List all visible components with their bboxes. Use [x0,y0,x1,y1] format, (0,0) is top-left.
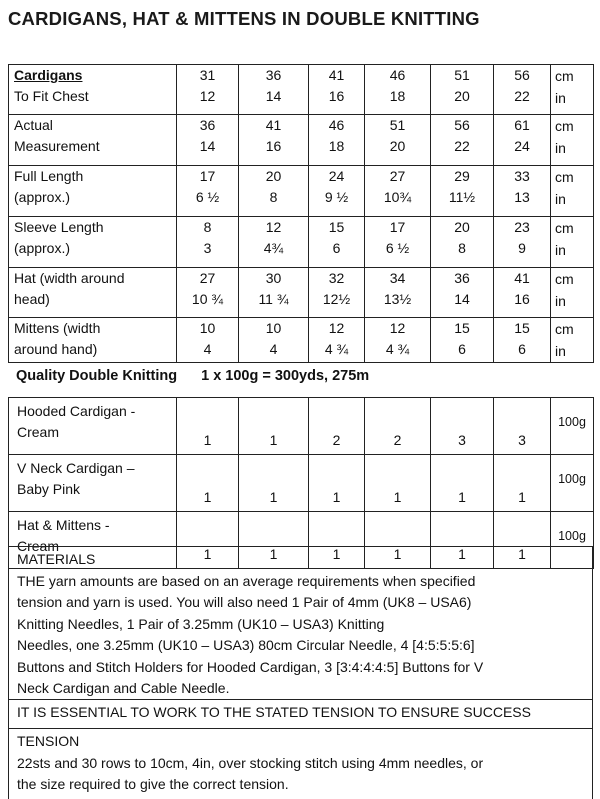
size-row [9,217,594,268]
yarn-unit: 100g [551,512,594,569]
size-value-cm: 10 [265,320,282,336]
size-value-in: 6 ½ [195,189,220,205]
yarn-balls-value: 3 [494,398,551,455]
size-cell [309,217,365,268]
size-value-in: 4¾ [263,240,284,256]
size-value-in: 14 [265,88,282,104]
size-value-in: 18 [389,88,406,104]
yarn-balls-value: 1 [431,512,494,569]
unit-cm: cm [555,271,574,287]
tension-section [8,728,593,799]
size-cell [365,166,431,217]
size-value-in: 14 [454,291,470,307]
size-value-in: 14 [199,138,216,154]
size-value-cm: 23 [514,219,530,235]
label-line-1: Cardigans [14,67,83,83]
tension-heading: TENSION [17,733,80,749]
label-line-2: Cream [17,424,60,440]
size-value-cm: 29 [454,168,470,184]
size-value-cm: 31 [199,67,216,83]
size-cell [239,115,309,166]
yarn-balls-value: 1 [494,512,551,569]
materials-line: Knitting Needles, 1 Pair of 3.25mm (UK10 – USA3) Knitting [17,615,385,632]
size-value-in: 4 [203,341,212,357]
size-value-in: 13 [514,189,530,205]
size-value-in: 22 [454,138,470,154]
label-line-2: (approx.) [14,189,71,205]
size-value-in: 3 [203,240,212,256]
size-value-in: 16 [328,88,345,104]
yarn-balls-value: 3 [431,398,494,455]
size-value-in: 6 [518,341,526,357]
size-cell [239,318,309,363]
unit-in: in [555,293,566,309]
yarn-unit: 100g [551,398,594,455]
size-value-cm: 30 [265,270,282,286]
unit-cm: cm [555,220,574,236]
size-value-cm: 56 [454,117,470,133]
size-cell [365,65,431,115]
yarn-table [8,397,594,569]
yarn-balls-value: 1 [309,455,365,512]
size-value-cm: 27 [199,270,216,286]
size-cell [309,166,365,217]
size-cell [177,115,239,166]
yarn-row [9,398,594,455]
size-cell [431,65,494,115]
size-cell [239,65,309,115]
unit-cm: cm [555,321,574,337]
essential-notice [8,699,593,729]
size-cell [239,268,309,318]
yarn-balls-value: 1 [494,455,551,512]
size-value-cm: 27 [389,168,406,184]
label-line-1: Hooded Cardigan - [17,403,136,419]
size-row-label [9,268,177,318]
size-row [9,115,594,166]
yarn-balls-value: 1 [177,512,239,569]
label-line-2: head) [14,291,50,307]
label-line-2: around hand) [14,341,98,357]
materials-section [8,546,593,700]
size-row-label [9,217,177,268]
size-cell [239,166,309,217]
size-cell [494,166,551,217]
size-value-in: 6 ½ [385,240,410,256]
unit-in: in [555,90,566,106]
size-value-in: 4 ¾ [385,341,410,357]
materials-line: Needles, one 3.25mm (UK10 – USA3) 80cm Circular Needle, 4 [4:5:5:5:6] [17,637,475,653]
size-value-cm: 46 [389,67,406,83]
size-cell [365,318,431,363]
tension-line: the size required to give the correct tension. [17,776,289,792]
label-line-2: Measurement [14,138,100,154]
size-value-in: 16 [514,291,530,307]
size-cell [177,217,239,268]
unit-in: in [555,343,566,359]
size-cell [177,65,239,115]
size-cell [494,268,551,318]
yarn-balls-value: 2 [309,398,365,455]
size-value-in: 6 [458,341,466,357]
label-line-1: V Neck Cardigan – [17,460,135,476]
size-cell [431,318,494,363]
size-value-cm: 61 [514,117,530,133]
unit-cm: cm [555,169,574,185]
unit-cell [551,65,594,115]
size-value-in: 11 ¾ [258,291,289,307]
yarn-row-label [9,455,177,512]
size-value-in: 24 [514,138,530,154]
unit-cell [551,268,594,318]
size-value-cm: 20 [454,219,470,235]
yarn-balls-value: 1 [177,455,239,512]
size-row-label [9,65,177,115]
size-value-cm: 24 [328,168,345,184]
size-value-in: 6 [332,240,341,256]
essential-text: IT IS ESSENTIAL TO WORK TO THE STATED TENSION TO ENSURE SUCCESS [17,704,531,720]
size-value-cm: 10 [199,320,216,336]
yarn-quality-amount: 1 x 100g = 300yds, 275m [201,368,370,384]
size-value-cm: 33 [514,168,530,184]
unit-in: in [555,191,566,207]
yarn-row-label [9,398,177,455]
size-value-cm: 15 [454,320,470,336]
size-value-in: 9 [518,240,526,256]
size-value-cm: 41 [514,270,530,286]
yarn-balls-value: 1 [239,512,309,569]
size-cell [431,217,494,268]
yarn-row [9,455,594,512]
yarn-balls-value: 1 [431,455,494,512]
unit-cell [551,318,594,363]
size-value-cm: 12 [265,219,282,235]
size-value-cm: 46 [328,117,345,133]
size-value-in: 4 ¾ [324,341,349,357]
size-value-cm: 41 [328,67,345,83]
label-line-1: Hat & Mittens - [17,517,110,533]
size-value-in: 9 ½ [324,189,349,205]
materials-line: Neck Cardigan and Cable Needle. [17,680,230,696]
size-row [9,166,594,217]
size-row-label [9,166,177,217]
size-value-cm: 51 [454,67,470,83]
label-line-1: Mittens (width [14,320,101,336]
yarn-balls-value: 1 [365,512,431,569]
label-line-2: To Fit Chest [14,88,89,104]
yarn-balls-value: 2 [365,398,431,455]
unit-cell [551,166,594,217]
yarn-quality-name: Quality Double Knitting [16,368,178,384]
unit-cm: cm [555,118,574,134]
size-value-cm: 8 [203,219,212,235]
yarn-unit: 100g [551,455,594,512]
size-value-cm: 15 [514,320,530,336]
size-value-in: 8 [269,189,278,205]
yarn-balls-value: 1 [239,455,309,512]
unit-cell [551,115,594,166]
yarn-balls-value: 1 [177,398,239,455]
label-line-1: Hat (width around [14,270,125,286]
size-value-in: 12 [199,88,216,104]
materials-line: Buttons and Stitch Holders for Hooded Cardigan, 3 [3:4:4:4:5] Buttons for V [17,658,484,675]
size-value-cm: 20 [265,168,282,184]
size-value-in: 18 [328,138,345,154]
size-cell [431,268,494,318]
size-value-cm: 34 [389,270,406,286]
size-row-label [9,115,177,166]
size-cell [494,318,551,363]
size-value-cm: 15 [328,219,345,235]
label-line-2: (approx.) [14,240,71,256]
size-cell [494,115,551,166]
yarn-quality-line [16,368,369,384]
label-line-1: Sleeve Length [14,219,104,235]
size-value-in: 8 [458,240,466,256]
size-value-in: 10¾ [383,189,412,205]
size-value-in: 16 [265,138,282,154]
label-line-1: Full Length [14,168,84,184]
size-row-label [9,318,177,363]
label-line-2: Cream [17,538,60,554]
unit-cm: cm [555,68,574,84]
size-value-in: 11½ [448,189,476,205]
size-value-in: 4 [269,341,278,357]
size-value-in: 12½ [322,291,351,307]
size-cell [177,268,239,318]
size-value-in: 13½ [383,291,412,307]
size-value-in: 10 ¾ [191,291,224,307]
size-cell [365,217,431,268]
size-row [9,268,594,318]
size-cell [494,65,551,115]
materials-line: THE yarn amounts are based on an average requirements when specified [17,572,476,589]
tension-line: 22sts and 30 rows to 10cm, 4in, over stocking stitch using 4mm needles, or [17,754,484,771]
size-cell [239,217,309,268]
size-cell [309,268,365,318]
size-value-in: 20 [454,88,470,104]
size-table [8,64,594,363]
size-value-cm: 12 [389,320,406,336]
size-value-cm: 56 [514,67,530,83]
size-cell [365,268,431,318]
size-value-in: 22 [514,88,530,104]
size-cell [177,166,239,217]
size-cell [431,115,494,166]
materials-line: tension and yarn is used. You will also need 1 Pair of 4mm (UK8 – USA6) [17,594,472,610]
label-line-1: Actual [14,117,53,133]
size-value-cm: 36 [265,67,282,83]
page-title: CARDIGANS, HAT & MITTENS IN DOUBLE KNITTING [8,8,480,29]
unit-cell [551,217,594,268]
size-value-cm: 12 [328,320,345,336]
size-value-cm: 36 [454,270,470,286]
yarn-balls-value: 1 [365,455,431,512]
size-cell [309,318,365,363]
size-value-cm: 41 [265,117,282,133]
size-cell [365,115,431,166]
size-value-cm: 32 [328,270,345,286]
unit-in: in [555,242,566,258]
label-line-2: Baby Pink [17,481,81,497]
size-cell [309,115,365,166]
yarn-balls-value: 1 [239,398,309,455]
yarn-balls-value: 1 [309,512,365,569]
size-cell [177,318,239,363]
size-value-cm: 17 [389,219,406,235]
size-value-in: 20 [389,138,406,154]
size-cell [494,217,551,268]
unit-in: in [555,140,566,156]
size-cell [431,166,494,217]
size-value-cm: 17 [199,168,216,184]
size-value-cm: 51 [389,117,406,133]
size-value-cm: 36 [199,117,216,133]
size-cell [309,65,365,115]
size-row [9,318,594,363]
materials-heading: MATERIALS [17,551,96,567]
size-row [9,65,594,115]
